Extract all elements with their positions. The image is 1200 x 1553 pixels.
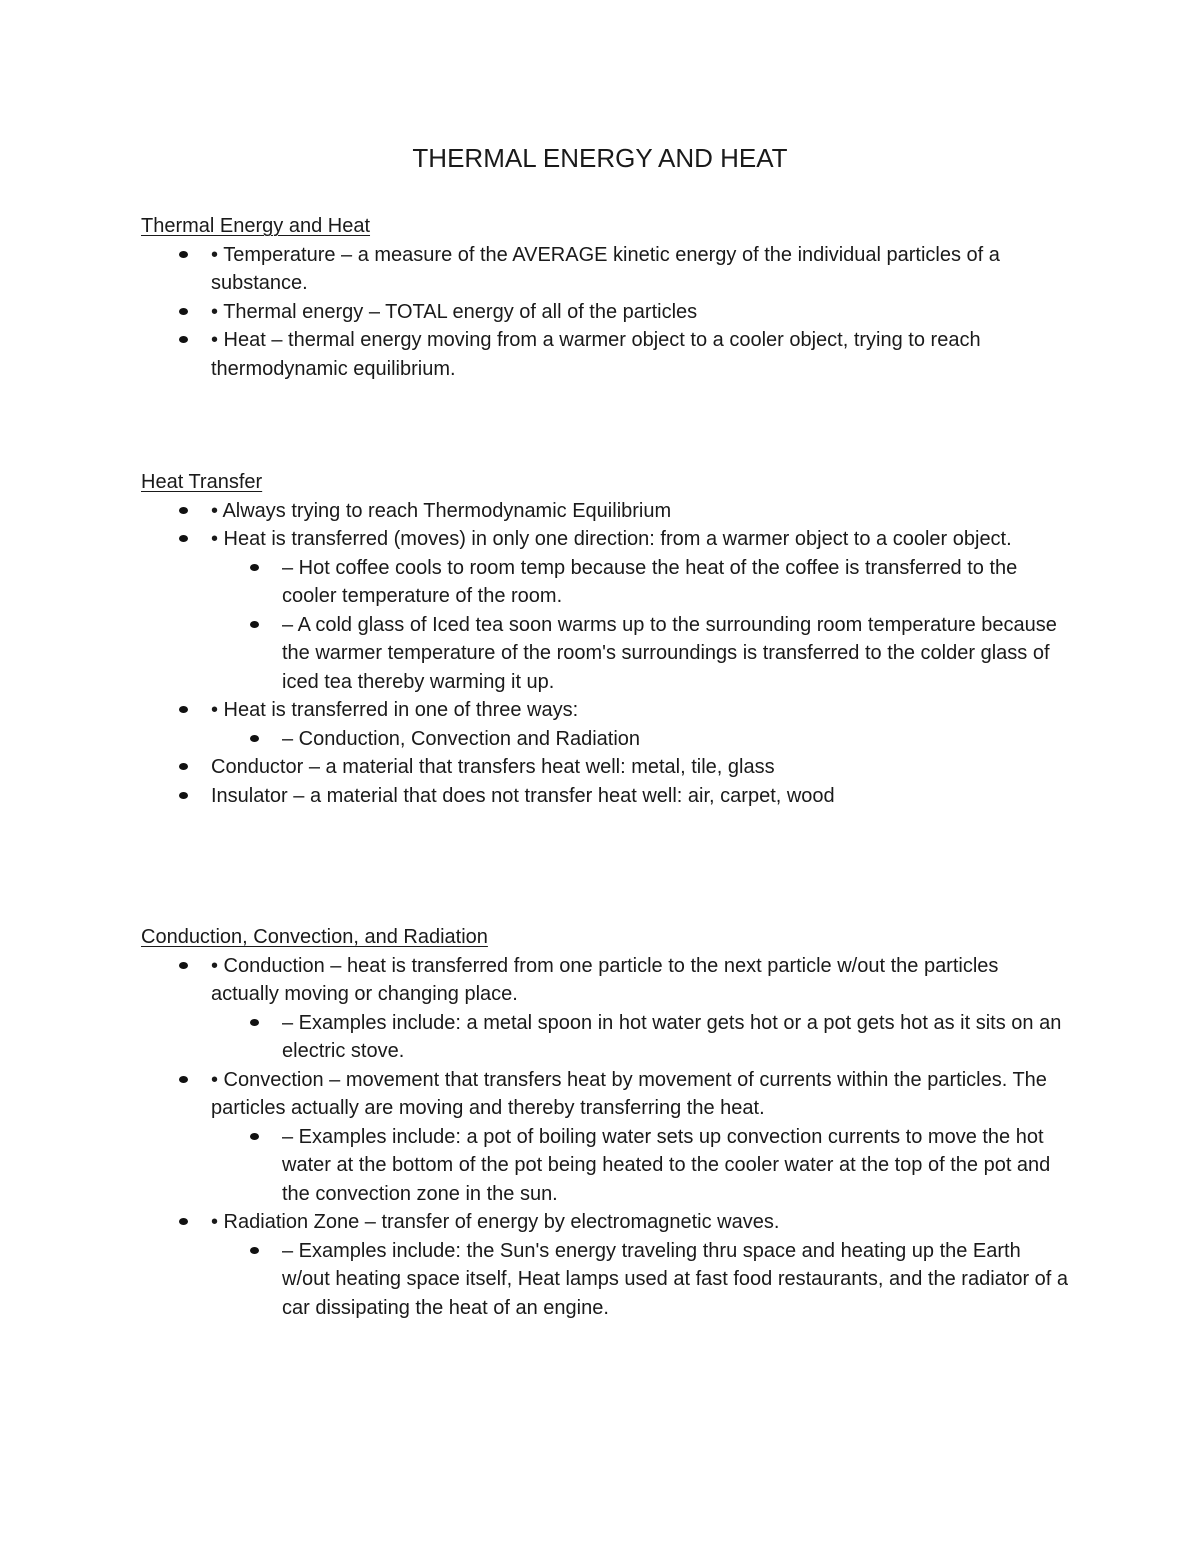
bullet-icon (179, 962, 188, 969)
sub-list-item-text: – Conduction, Convection and Radiation (282, 727, 641, 750)
bullet-list (141, 241, 1071, 384)
list-item (141, 326, 1071, 383)
list-item (141, 1066, 1071, 1209)
sub-list-item (211, 1123, 1071, 1209)
list-item (141, 525, 1071, 696)
bullet-icon (179, 792, 188, 799)
section-heading: Thermal Energy and Heat (141, 215, 371, 237)
sub-list-item (211, 1009, 1071, 1066)
bullet-icon (250, 1247, 259, 1254)
sub-bullet-list (211, 1123, 1071, 1209)
sub-list-item-text: – A cold glass of Iced tea soon warms up to the surrounding room temperature because the warmer temperature of the room's surroundings is transferred to the colder glass of iced tea thereby warming it up. (282, 613, 1057, 693)
list-item (141, 497, 1071, 526)
list-item-text: Conductor – a material that transfers heat well: metal, tile, glass (211, 756, 775, 778)
sub-list-item (211, 725, 1071, 754)
bullet-icon (179, 1076, 188, 1083)
list-item (141, 1208, 1071, 1322)
list-item-text: Insulator – a material that does not transfer heat well: air, carpet, wood (211, 784, 835, 807)
sub-list-item-text: – Examples include: a pot of boiling water sets up convection currents to move the hot water at the bottom of the pot being heated to the cooler water at the top of the pot and the convection zone in the sun. (282, 1125, 1051, 1205)
bullet-icon (250, 735, 259, 742)
section-heading: Heat Transfer (141, 471, 263, 493)
list-item (141, 782, 1071, 811)
section-heading: Conduction, Convection, and Radiation (141, 926, 488, 948)
bullet-icon (179, 706, 188, 713)
list-item-text: • Heat is transferred in one of three ways: (211, 699, 579, 721)
bullet-icon (179, 336, 188, 343)
sub-list-item-text: – Examples include: a metal spoon in hot water gets hot or a pot gets hot as it sits on an electric stove. (282, 1011, 1062, 1062)
sub-list-item (211, 611, 1071, 697)
list-item (141, 241, 1071, 298)
sub-bullet-list (211, 725, 1071, 754)
sub-bullet-list (211, 1237, 1071, 1323)
list-item-text: • Convection – movement that transfers heat by movement of currents within the particles. The particles actually are moving and thereby transferring the heat. (211, 1068, 1047, 1119)
list-item-text: • Thermal energy – TOTAL energy of all of the particles (211, 300, 698, 323)
list-item (141, 952, 1071, 1066)
bullet-list (141, 952, 1071, 1323)
list-item-text: • Temperature – a measure of the AVERAGE kinetic energy of the individual particles of a substance. (211, 243, 1000, 294)
list-item (141, 753, 1071, 782)
sub-list-item-text: – Hot coffee cools to room temp because the heat of the coffee is transferred to the cooler temperature of the room. (282, 556, 1018, 607)
list-item-text: • Heat is transferred (moves) in only one direction: from a warmer object to a cooler object. (211, 528, 1012, 550)
sub-list-item (211, 554, 1071, 611)
sub-bullet-list (211, 554, 1071, 697)
sub-list-item (211, 1237, 1071, 1323)
bullet-icon (179, 1218, 188, 1225)
section-thermal-energy-and-heat (141, 212, 1071, 383)
sub-list-item-text: – Examples include: the Sun's energy traveling thru space and heating up the Earth w/out heating space itself, Heat lamps used at fast food restaurants, and the radiator of a car dissipating the heat of an engine. (282, 1239, 1069, 1319)
list-item-text: • Conduction – heat is transferred from one particle to the next particle w/out the particles actually moving or changing place. (211, 954, 999, 1005)
bullet-icon (179, 507, 188, 514)
list-item (141, 298, 1071, 327)
list-item-text: • Radiation Zone – transfer of energy by electromagnetic waves. (211, 1211, 780, 1233)
sub-bullet-list (211, 1009, 1071, 1066)
bullet-icon (250, 621, 259, 628)
list-item-text: • Always trying to reach Thermodynamic Equilibrium (211, 499, 672, 522)
bullet-icon (179, 763, 188, 770)
bullet-icon (179, 251, 188, 258)
section-heat-transfer (141, 468, 1071, 810)
bullet-icon (179, 308, 188, 315)
bullet-icon (250, 1133, 259, 1140)
bullet-list (141, 497, 1071, 811)
document-title: THERMAL ENERGY AND HEAT (412, 143, 788, 173)
bullet-icon (250, 1019, 259, 1026)
bullet-icon (179, 535, 188, 542)
list-item (141, 696, 1071, 753)
section-conduction-convection-radiation (141, 923, 1071, 1322)
list-item-text: • Heat – thermal energy moving from a warmer object to a cooler object, trying to reach thermodynamic equilibrium. (211, 329, 981, 380)
bullet-icon (250, 564, 259, 571)
